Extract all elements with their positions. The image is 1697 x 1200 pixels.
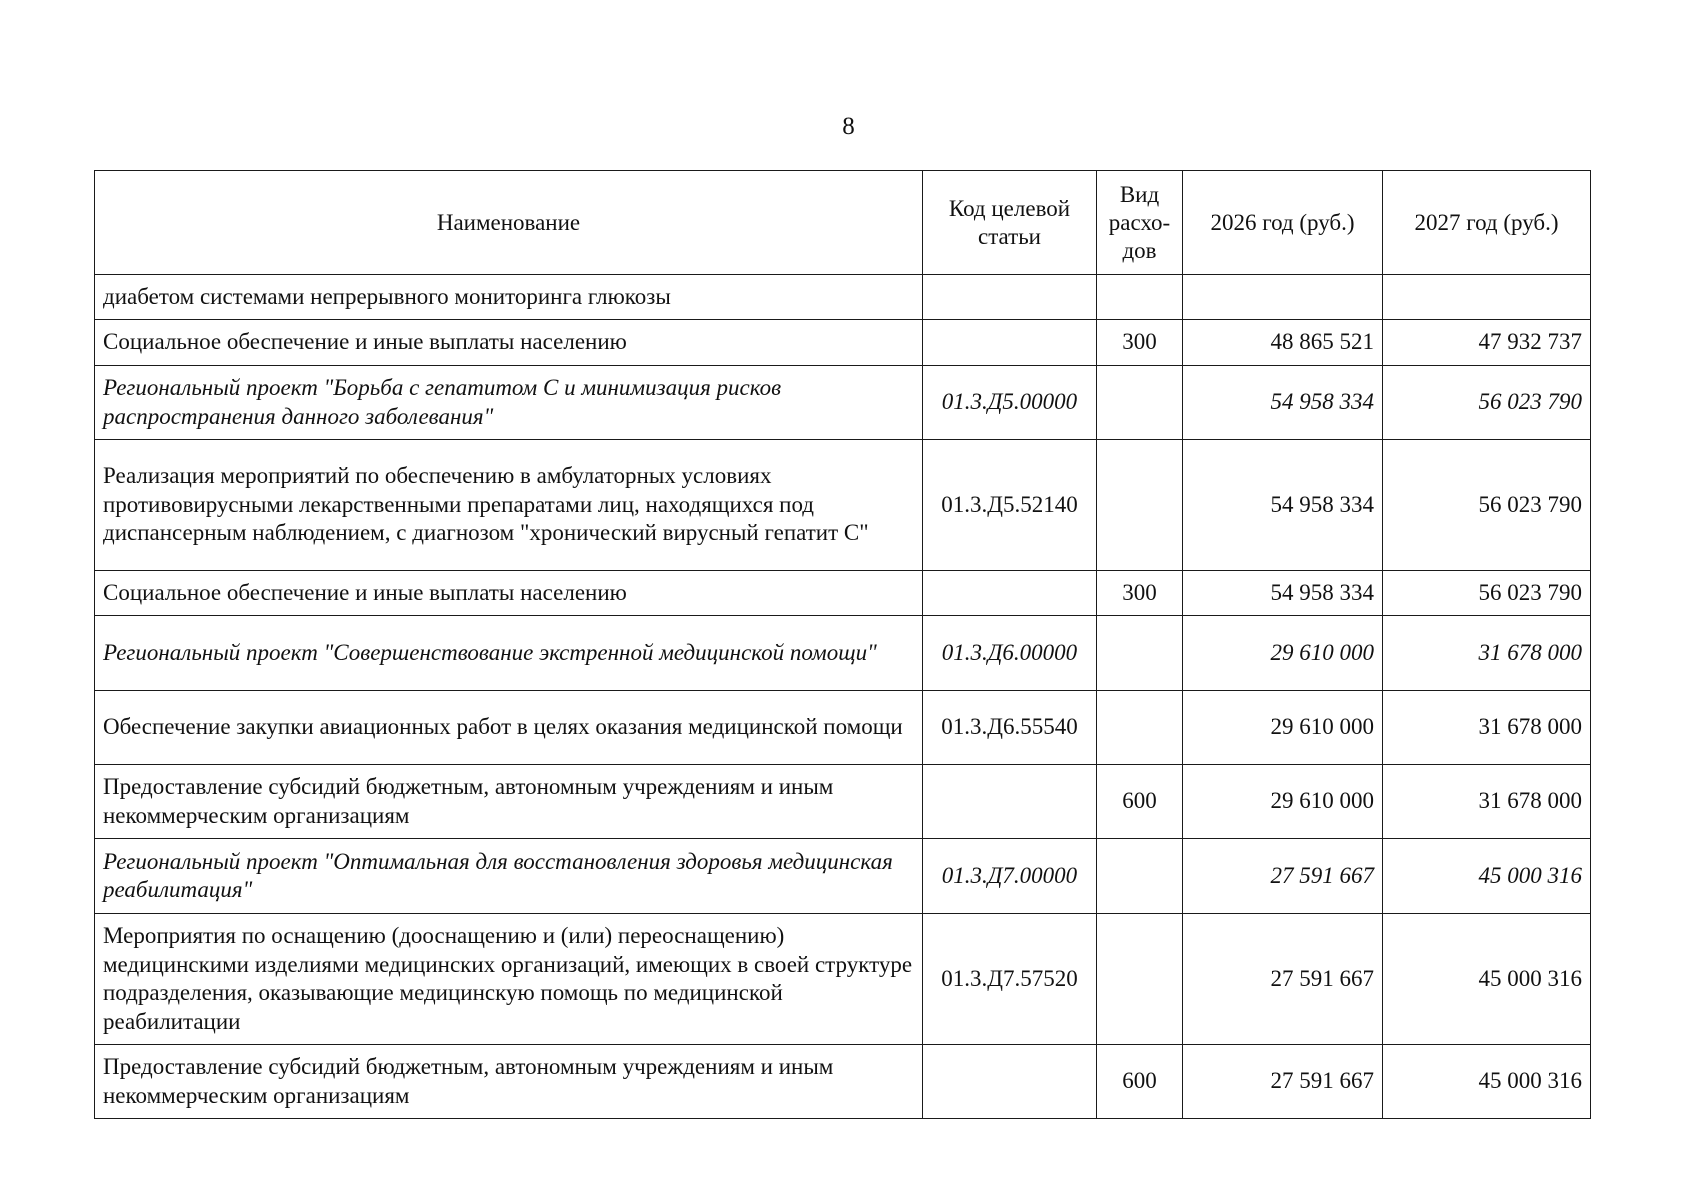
cell-name: Реализация мероприятий по обеспечению в амбулаторных условиях противовирусными лекарственными препаратами лиц, находящихся под диспансерным наблюдением, с диагнозом "хронический вирусный гепатит С": [95, 440, 923, 571]
cell-name: Предоставление субсидий бюджетным, автономным учреждениям и иным некоммерческим организациям: [95, 1045, 923, 1119]
table-row-project: [95, 839, 1591, 914]
cell-2027: 45 000 316: [1383, 1045, 1591, 1119]
header-name: Наименование: [95, 171, 923, 275]
cell-name: Мероприятия по оснащению (дооснащению и (или) переоснащению) медицинскими изделиями медицинских организаций, имеющих в своей структуре подразделения, оказывающие медицинскую помощь по медицинской реабилитации: [95, 914, 923, 1045]
table-row-project: [95, 616, 1591, 691]
cell-code: 01.3.Д6.55540: [923, 691, 1097, 765]
cell-2026: 48 865 521: [1183, 320, 1383, 366]
cell-type: 300: [1097, 571, 1183, 616]
cell-2027: 56 023 790: [1383, 440, 1591, 571]
table-row: [95, 691, 1591, 765]
cell-2026: 29 610 000: [1183, 765, 1383, 839]
budget-table: [94, 170, 1591, 1119]
cell-2026: 27 591 667: [1183, 914, 1383, 1045]
cell-code: 01.3.Д6.00000: [923, 616, 1097, 691]
page-number: 8: [842, 113, 855, 140]
cell-2026: 27 591 667: [1183, 839, 1383, 914]
cell-code: 01.3.Д5.52140: [923, 440, 1097, 571]
cell-name: диабетом системами непрерывного мониторинга глюкозы: [95, 275, 923, 320]
cell-name: Социальное обеспечение и иные выплаты населению: [95, 320, 923, 366]
cell-type: [1097, 839, 1183, 914]
cell-code: 01.3.Д7.57520: [923, 914, 1097, 1045]
cell-2026: 27 591 667: [1183, 1045, 1383, 1119]
header-type: Вид расхо-дов: [1097, 171, 1183, 275]
cell-code: [923, 275, 1097, 320]
table-row: [95, 914, 1591, 1045]
cell-type: [1097, 691, 1183, 765]
cell-2027: 56 023 790: [1383, 571, 1591, 616]
cell-2027: 31 678 000: [1383, 616, 1591, 691]
cell-type: 600: [1097, 1045, 1183, 1119]
cell-code: [923, 1045, 1097, 1119]
cell-2026: 54 958 334: [1183, 366, 1383, 440]
cell-type: [1097, 366, 1183, 440]
cell-2026: 54 958 334: [1183, 440, 1383, 571]
cell-2027: 47 932 737: [1383, 320, 1591, 366]
cell-code: [923, 320, 1097, 366]
cell-2026: 29 610 000: [1183, 691, 1383, 765]
cell-type: [1097, 275, 1183, 320]
cell-2027: 31 678 000: [1383, 765, 1591, 839]
cell-2027: 45 000 316: [1383, 914, 1591, 1045]
cell-2026: 29 610 000: [1183, 616, 1383, 691]
cell-name: Региональный проект "Борьба с гепатитом С и минимизация рисков распространения данного заболевания": [95, 366, 923, 440]
cell-name: Предоставление субсидий бюджетным, автономным учреждениям и иным некоммерческим организациям: [95, 765, 923, 839]
cell-2026: [1183, 275, 1383, 320]
table-row: [95, 765, 1591, 839]
cell-2027: [1383, 275, 1591, 320]
cell-code: 01.3.Д7.00000: [923, 839, 1097, 914]
header-2026: 2026 год (руб.): [1183, 171, 1383, 275]
table-row: [95, 1045, 1591, 1119]
table-header-row: [95, 171, 1591, 275]
header-2027: 2027 год (руб.): [1383, 171, 1591, 275]
cell-code: [923, 571, 1097, 616]
cell-2026: 54 958 334: [1183, 571, 1383, 616]
table-row: [95, 571, 1591, 616]
cell-code: [923, 765, 1097, 839]
table-row: [95, 275, 1591, 320]
cell-type: 300: [1097, 320, 1183, 366]
cell-type: [1097, 616, 1183, 691]
cell-type: 600: [1097, 765, 1183, 839]
header-code: Код целевой статьи: [923, 171, 1097, 275]
table-row-project: [95, 366, 1591, 440]
cell-name: Региональный проект "Совершенствование экстренной медицинской помощи": [95, 616, 923, 691]
cell-2027: 45 000 316: [1383, 839, 1591, 914]
cell-2027: 31 678 000: [1383, 691, 1591, 765]
cell-2027: 56 023 790: [1383, 366, 1591, 440]
cell-name: Региональный проект "Оптимальная для восстановления здоровья медицинская реабилитация": [95, 839, 923, 914]
table-row: [95, 320, 1591, 366]
cell-name: Социальное обеспечение и иные выплаты населению: [95, 571, 923, 616]
cell-type: [1097, 440, 1183, 571]
cell-type: [1097, 914, 1183, 1045]
cell-code: 01.3.Д5.00000: [923, 366, 1097, 440]
cell-name: Обеспечение закупки авиационных работ в целях оказания медицинской помощи: [95, 691, 923, 765]
table-row: [95, 440, 1591, 571]
